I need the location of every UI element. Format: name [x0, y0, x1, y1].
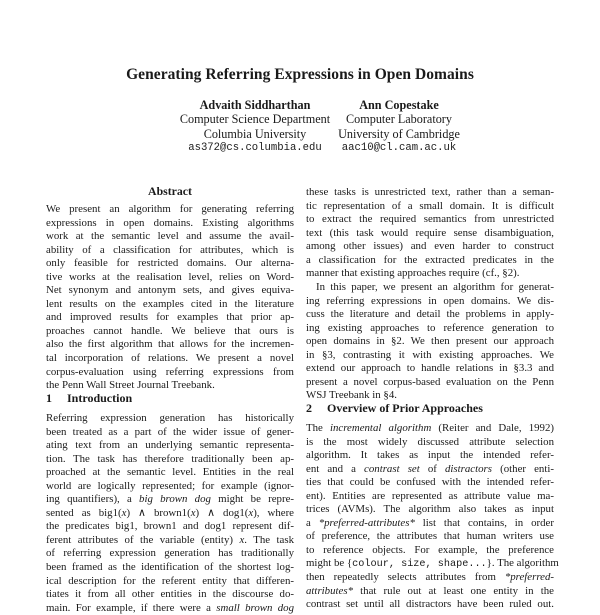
emphasis-text: distractors	[445, 462, 492, 475]
author-name: Ann Copestake	[359, 98, 439, 112]
text-line: Net synonym and antonym sets, and gives equiva-	[46, 284, 294, 297]
text-line: contrast set until all distractors have been ruled out.	[306, 598, 554, 611]
emphasis-text: x	[239, 533, 245, 546]
text-line: to extract the required semantics from unrestricted	[306, 213, 554, 226]
text-line: ent). Entities are represented as attribute value ma-	[306, 489, 554, 502]
author-institution: Columbia University	[203, 126, 307, 141]
text-line: world are logically represented; for example (ignor-	[46, 479, 294, 492]
intro-continued-paragraph	[306, 186, 554, 281]
emphasis-text: small brown dog	[216, 601, 294, 614]
text-line: Referring expression generation has historically	[46, 412, 294, 424]
text-line: tic representation of a small domain. It is difficult	[306, 199, 554, 212]
text-line: ical description for the referent entity that differen-	[46, 574, 294, 587]
text-line: cuss the literature and detail the problems in apply-	[306, 308, 554, 321]
author-block	[335, 98, 463, 156]
text-line: tiates it from all other entities in the discourse do-	[46, 588, 294, 601]
text-line: tal incorporation of relations. We present a novel	[46, 352, 294, 365]
text-line: of referring expression generation has traditionally	[46, 547, 294, 560]
section-title: Overview of Prior Approaches	[327, 401, 483, 415]
intro-roadmap-paragraph	[306, 281, 554, 403]
text-line: proaches cannot handle. We believe that ours is	[46, 324, 294, 337]
text-line: among other issues) and even harder to construct	[306, 240, 554, 253]
text-line: ing referring expressions in open domains. We dis-	[306, 294, 554, 307]
text-line: text (this task would require sense disambiguation,	[306, 226, 554, 239]
prior-approaches-body	[306, 422, 559, 612]
text-line: present a novel corpus-based evaluation on the Penn	[306, 375, 554, 388]
text-line: expressions in open domains. Existing algorithms	[46, 216, 294, 229]
text-line: tion. The task has therefore traditionally been ap-	[46, 452, 294, 465]
text-line: main. For example, if there were a small brown dog	[46, 601, 294, 614]
emphasis-text: contrast set	[364, 462, 420, 475]
text-line: and improved results for examples that prior ap-	[46, 311, 294, 324]
text-line: The incremental algorithm (Reiter and Dale, 1992)	[306, 422, 554, 434]
author-department: Computer Science Department	[179, 112, 331, 127]
abstract-heading: Abstract	[148, 184, 192, 198]
text-line: ating text from an underlying semantic representa-	[46, 439, 294, 452]
emphasis-text: incremental algorithm	[329, 422, 432, 434]
text-line: these tasks is unrestricted text, rather than a seman-	[306, 186, 554, 198]
text-line: in §3, contrasting it with existing approaches. We	[306, 348, 554, 361]
text-line: a *preferred-attributes* list that contains, in order	[306, 516, 554, 529]
emphasis-text: *preferred-	[504, 571, 554, 584]
text-line: tive works at the realisation level, relies on Word-	[46, 270, 294, 283]
text-line: attributes* that rule out at least one entity in the	[306, 584, 554, 597]
emphasis-text: x	[121, 506, 127, 519]
section-heading	[306, 402, 483, 416]
text-line: of preference, the attributes that human writers use	[306, 530, 554, 543]
text-line: WSJ Treebank in §4.	[306, 389, 397, 402]
text-line: corpus-evaluation using referring expressions from	[46, 365, 294, 378]
text-line: lent results on the examples cited in the literature	[46, 297, 294, 310]
emphasis-text: *preferred-attributes*	[318, 516, 415, 529]
text-line: is the most widely discussed attribute selection	[306, 435, 554, 448]
author-email: as372@cs.columbia.edu	[188, 142, 322, 155]
emphasis-text: x	[248, 506, 254, 519]
text-line: might be {colour, size, shape...}. The algorithm	[306, 557, 559, 571]
section-number: 2	[306, 401, 312, 415]
emphasis-text: big brown dog	[139, 493, 211, 506]
author-institution: University of Cambridge	[338, 126, 460, 141]
text-line: proached at the semantic level. Entities in the real	[46, 466, 294, 479]
introduction-body	[46, 412, 294, 615]
text-line: extend our approach to handle relations in §3.3 and	[306, 362, 554, 375]
text-line: to reference objects. For example, the preference	[306, 543, 554, 556]
code-text: colour, size, shape...	[352, 559, 487, 571]
text-line: work at the semantic level and assume the avail-	[46, 230, 294, 243]
text-line: been framed as the identification of the shortest log-	[46, 561, 294, 574]
text-line: been treated as a part of the wider issue of gener-	[46, 425, 294, 438]
text-line: the predicates big1, brown1 and dog1 represent dif-	[46, 520, 294, 533]
abstract-body	[46, 203, 294, 393]
text-line: sented as big1(x) ∧ brown1(x) ∧ dog1(x), where	[46, 506, 294, 519]
text-line: manner that existing approaches require (cf., §2).	[306, 267, 520, 280]
emphasis-text: x	[190, 506, 196, 519]
text-line: a classification for the extracted predicates in the	[306, 253, 554, 266]
text-line: also the first algorithm that allows for the incremen-	[46, 338, 294, 351]
text-line: the Penn Wall Street Journal Treebank.	[46, 379, 215, 392]
text-line: trices (AVMs). The algorithm also takes as input	[306, 503, 554, 516]
text-line: In this paper, we present an algorithm for generat-	[316, 281, 554, 293]
text-line: We present an algorithm for generating referring	[46, 203, 294, 215]
text-line: then repeatedly selects attributes from *preferred-	[306, 571, 554, 584]
emphasis-text: attributes*	[306, 584, 353, 597]
text-line: ing quantifiers), a big brown dog might be repre-	[46, 493, 294, 506]
text-line: ferent attributes of the variable (entity) x. The task	[46, 533, 294, 546]
text-line: algorithm. It takes as input the intended refer-	[306, 449, 554, 462]
text-line: ing existing approaches to reference generation to	[306, 321, 554, 334]
text-line: ability of a classification for attributes, which is	[46, 243, 294, 256]
text-line: open domains in §2. We then present our approach	[306, 335, 554, 348]
text-line: only feasible for restricted domains. Our alterna-	[46, 257, 294, 270]
paper-title: Generating Referring Expressions in Open Domains	[126, 66, 474, 83]
author-name: Advaith Siddharthan	[199, 98, 311, 112]
text-line: ties that could be confused with the intended refer-	[306, 476, 554, 489]
author-email: aac10@cl.cam.ac.uk	[341, 142, 457, 155]
section-heading	[46, 392, 132, 406]
section-title: Introduction	[67, 391, 133, 405]
text-line: ent and a contrast set of distractors (other enti-	[306, 462, 554, 475]
author-department: Computer Laboratory	[346, 112, 452, 127]
section-number: 1	[46, 391, 52, 405]
author-block	[160, 98, 350, 156]
